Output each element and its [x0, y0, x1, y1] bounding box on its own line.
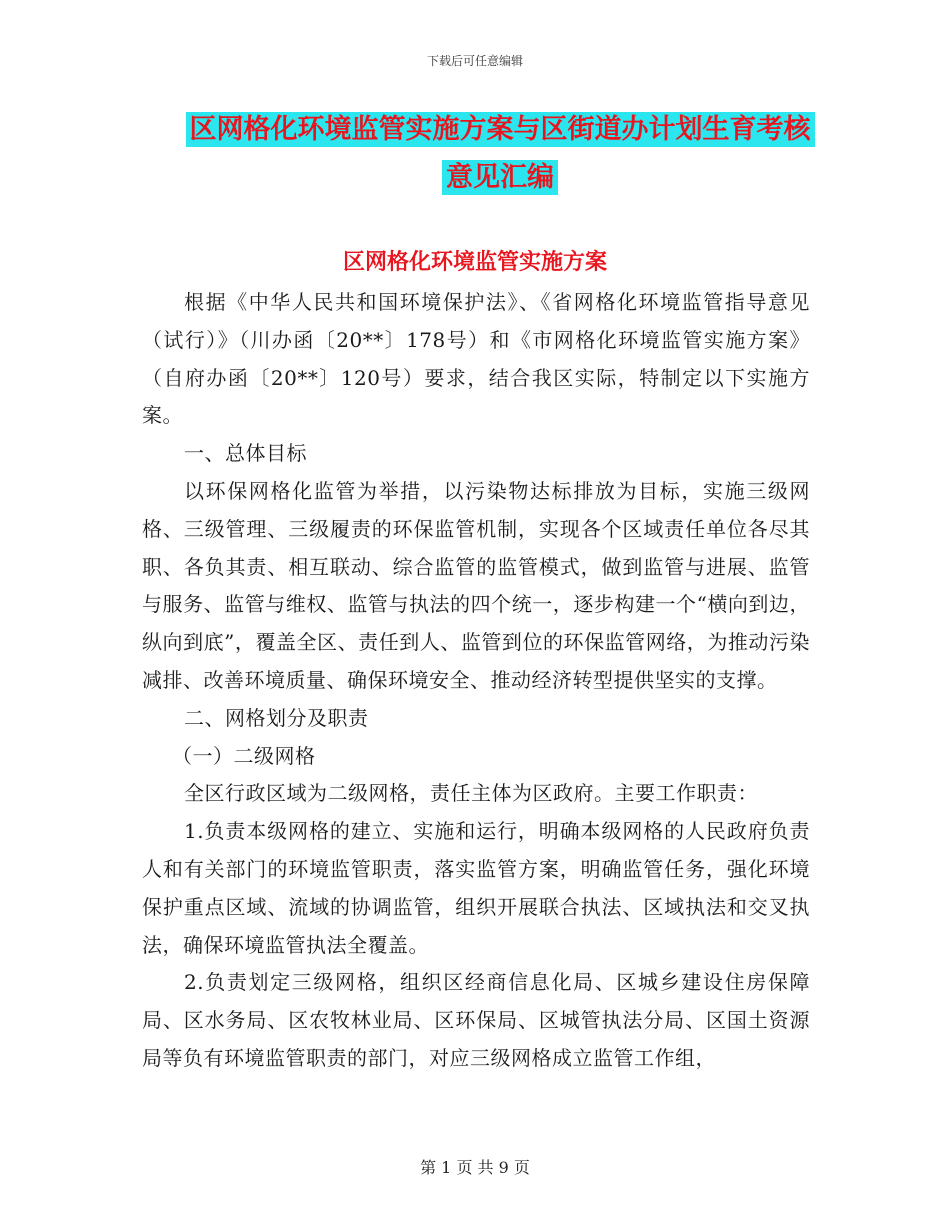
paragraph-overall-goal: 以环保网格化监管为举措，以污染物达标排放为目标，实施三级网格、三级管理、三级履责的环保监管机制，实现各个区域责任单位各尽其职、各负其责、相互联动、综合监管的监管模式，做到监管与进展、监管与服务、监管与维权、监管与执法的四个统一，逐步构建一个“横向到边，纵向到底”，覆盖全区、责任到人、监管到位的环保监管网络，为推动污染减排、改善环境质量、确保环境安全、推动经济转型提供坚实的支撑。	[142, 478, 810, 692]
heading-grid-division: 二、网格划分及职责	[184, 705, 369, 730]
subheading-level2-grid: （一）二级网格	[172, 743, 316, 768]
document-title-line1: 区网格化环境监管实施方案与区街道办计划生育考核	[186, 112, 815, 147]
document-body	[142, 284, 810, 1078]
heading-overall-goal: 一、总体目标	[184, 441, 307, 466]
document-title	[180, 106, 820, 202]
header-note: 下载后可任意编辑	[426, 54, 523, 68]
document-title-line2: 意见汇编	[442, 160, 558, 195]
section-title: 区网格化环境监管实施方案	[342, 250, 607, 275]
paragraph-duty-2: 2.负责划定三级网格，组织区经商信息化局、区城乡建设住房保障局、区水务局、区农牧林业局、区环保局、区城管执法分局、区国土资源局等负有环境监管职责的部门，对应三级网格成立监管工作组，	[142, 970, 810, 1070]
paragraph-duty-1: 1.负责本级网格的建立、实施和运行，明确本级网格的人民政府负责人和有关部门的环境监管职责，落实监管方案，明确监管任务，强化环境保护重点区域、流域的协调监管，组织开展联合执法、区域执法和交叉执法，确保环境监管执法全覆盖。	[142, 819, 810, 957]
paragraph-level2-grid: 全区行政区域为二级网格，责任主体为区政府。主要工作职责：	[184, 781, 758, 806]
page-number: 第 1 页 共 9 页	[420, 1158, 530, 1177]
paragraph-intro: 根据《中华人民共和国环境保护法》、《省网格化环境监管指导意见（试行）》（川办函〔20**〕178号）和《市网格化环境监管实施方案》（自府办函〔20**〕120号）要求，结合我区实际，特制定以下实施方案。	[142, 290, 810, 428]
